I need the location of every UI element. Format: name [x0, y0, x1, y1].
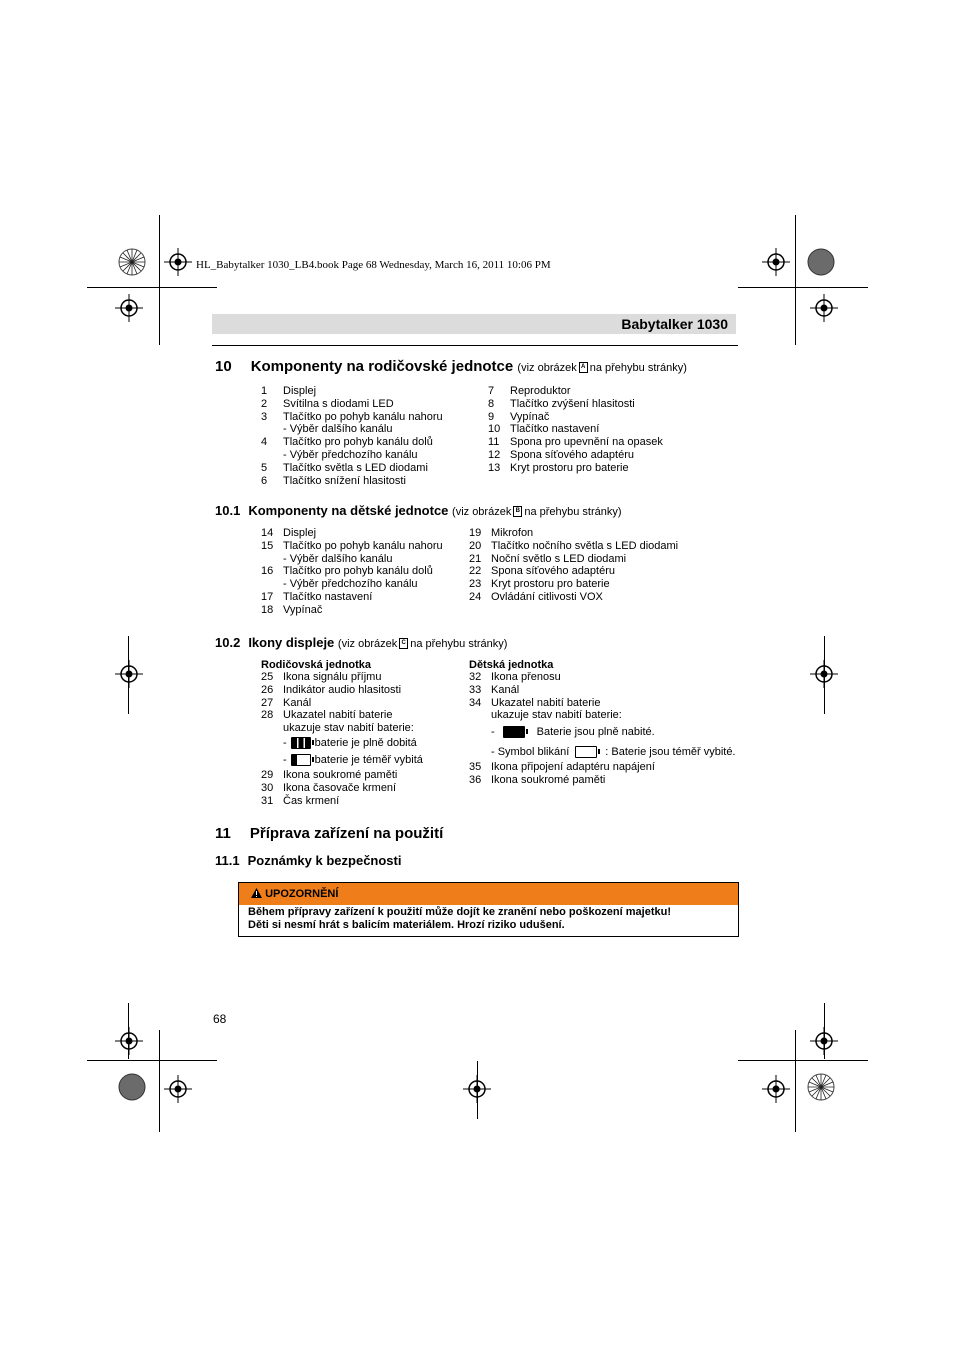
- item-number: 18: [261, 603, 274, 616]
- list-item: [488, 385, 663, 398]
- figure-note: (viz obrázek: [517, 362, 577, 374]
- item-number: 13: [488, 461, 501, 474]
- item-number: 24: [469, 590, 482, 603]
- section-11-1-heading: [215, 853, 401, 868]
- registration-mark-icon: [463, 1075, 491, 1103]
- item-label: Tlačítko snížení hlasitosti: [283, 474, 406, 487]
- item-label: Ikona signálu příjmu: [283, 671, 382, 683]
- list-item: [261, 697, 423, 710]
- parent-unit-column: [261, 659, 423, 807]
- item-number: 21: [469, 552, 482, 565]
- item-number: 2: [261, 397, 268, 410]
- header-title: Babytalker 1030: [621, 316, 728, 332]
- list-item: [469, 671, 736, 684]
- gray-target-icon: [118, 1073, 146, 1101]
- list-item: [261, 449, 443, 462]
- registration-mark-icon: [810, 294, 838, 322]
- item-number: 17: [261, 590, 274, 603]
- item-number: 25: [261, 671, 274, 683]
- parent-icons-list: [261, 671, 423, 735]
- list-item: [261, 565, 443, 578]
- section-11-heading: [215, 825, 443, 842]
- item-number: [261, 722, 283, 735]
- list-item: [488, 423, 663, 436]
- item-label: Displej: [283, 385, 317, 397]
- item-number: 27: [261, 696, 274, 709]
- item-number: 15: [261, 539, 274, 552]
- battery-low-label: baterie je téměř vybitá: [314, 754, 423, 767]
- child-components-list-left: [261, 527, 443, 617]
- item-label: Noční světlo s LED diodami: [491, 552, 627, 565]
- item-label: Spona pro upevnění na opasek: [510, 436, 663, 449]
- item-label: Kryt prostoru pro baterie: [491, 578, 610, 591]
- list-item: [261, 553, 443, 566]
- item-number: [261, 578, 283, 591]
- list-item: [469, 527, 678, 540]
- section-title: Poznámky k bezpečnosti: [247, 853, 402, 868]
- registration-mark-icon: [762, 248, 790, 276]
- item-number: [469, 709, 491, 722]
- list-item: [261, 385, 443, 398]
- item-label: Tlačítko pro pohyb kanálu dolů: [283, 565, 433, 578]
- section-number: 10.2: [215, 635, 241, 650]
- item-number: 3: [261, 410, 268, 423]
- item-label: - Výběr dalšího kanálu: [283, 552, 393, 565]
- list-item: [261, 398, 443, 411]
- registration-mark-icon: [810, 1027, 838, 1055]
- item-number: 36: [469, 773, 482, 786]
- figure-ref-box: C: [399, 638, 408, 649]
- figure-note: (viz obrázek: [337, 638, 398, 650]
- list-item: [261, 782, 423, 795]
- item-number: 11: [488, 436, 500, 449]
- list-item: [488, 462, 663, 475]
- item-label: - Výběr předchozího kanálu: [283, 578, 418, 591]
- list-item: [469, 697, 736, 710]
- item-number: [261, 449, 283, 462]
- blink-label: - Symbol blikání: [491, 745, 570, 758]
- item-label: Ikona soukromé paměti: [283, 768, 398, 781]
- item-number: 9: [488, 410, 495, 423]
- item-number: 35: [469, 761, 482, 774]
- item-number: 22: [469, 565, 482, 578]
- section-title: Komponenty na dětské jednotce: [248, 503, 449, 518]
- item-number: 10: [488, 423, 501, 436]
- item-number: [261, 423, 283, 436]
- dash: -: [491, 726, 495, 739]
- registration-mark-icon: [164, 248, 192, 276]
- list-item: [469, 553, 678, 566]
- item-label: Tlačítko pro pohyb kanálu dolů: [283, 436, 433, 449]
- section-title: Komponenty na rodičovské jednotce: [250, 358, 514, 375]
- battery-low-icon: [291, 754, 311, 766]
- item-number: 34: [469, 696, 482, 709]
- list-item: [469, 709, 736, 722]
- star-target-icon: [118, 248, 146, 276]
- item-label: Ikona přenosu: [491, 671, 561, 683]
- section-title: Příprava zařízení na použití: [249, 825, 444, 842]
- registration-mark-icon: [164, 1075, 192, 1103]
- section-number: 11.1: [215, 853, 240, 868]
- item-label: Displej: [283, 527, 317, 539]
- item-label: Tlačítko světla s LED diodami: [283, 461, 428, 474]
- list-item: [261, 423, 443, 436]
- item-number: 33: [469, 683, 482, 696]
- figure-ref-box: A: [579, 362, 588, 373]
- list-item: [261, 591, 443, 604]
- item-label: ukazuje stav nabití baterie:: [283, 722, 414, 735]
- list-item: [261, 527, 443, 540]
- item-number: 6: [261, 474, 268, 487]
- list-item: [261, 671, 423, 684]
- figure-ref-box: B: [513, 506, 522, 517]
- figure-note: (viz obrázek: [452, 506, 512, 518]
- registration-mark-icon: [115, 294, 143, 322]
- warning-box: [238, 882, 739, 937]
- child-icons-list: [469, 671, 736, 722]
- list-item: [261, 604, 443, 617]
- item-label: Kanál: [491, 683, 520, 696]
- list-item: [261, 462, 443, 475]
- registration-mark-icon: [762, 1075, 790, 1103]
- warning-line: Během přípravy zařízení k použití může dojít ke zranění nebo poškození majetku!: [248, 906, 671, 918]
- item-number: 7: [488, 385, 495, 397]
- item-label: Svítilna s diodami LED: [283, 397, 394, 410]
- item-label: Indikátor audio hlasitosti: [283, 683, 402, 696]
- item-label: Mikrofon: [491, 527, 534, 539]
- list-item: [469, 578, 678, 591]
- list-item: [488, 436, 663, 449]
- components-list-right: [488, 385, 663, 475]
- child-unit-column: [469, 659, 736, 787]
- item-number: 26: [261, 683, 274, 696]
- parent-icons-list-continued: [261, 769, 423, 807]
- item-label: Ukazatel nabití baterie: [491, 696, 601, 709]
- item-number: 31: [261, 794, 274, 807]
- section-10-2-heading: [215, 635, 507, 650]
- figure-note-end: na přehybu stránky): [589, 362, 687, 374]
- item-number: [261, 553, 283, 566]
- list-item: [469, 565, 678, 578]
- print-slug: HL_Babytalker 1030_LB4.book Page 68 Wednesday, March 16, 2011 10:06 PM: [196, 259, 551, 271]
- dash: -: [283, 737, 287, 750]
- warning-triangle-icon: [251, 888, 262, 898]
- figure-note-end: na přehybu stránky): [524, 506, 622, 518]
- item-label: Kanál: [283, 696, 312, 709]
- gray-target-icon: [807, 248, 835, 276]
- list-item: [261, 709, 423, 722]
- battery-full-icon: [503, 726, 525, 738]
- battery-empty-icon: [575, 746, 597, 758]
- list-item: [261, 722, 423, 735]
- star-target-icon: [807, 1073, 835, 1101]
- page-number: 68: [213, 1012, 227, 1026]
- item-label: Reproduktor: [510, 385, 571, 397]
- header-rule: [212, 345, 738, 346]
- item-number: 8: [488, 397, 495, 410]
- list-item: [469, 774, 736, 787]
- section-number: 10: [215, 358, 232, 375]
- list-item: [488, 449, 663, 462]
- list-item: [261, 475, 443, 488]
- list-item: [488, 411, 663, 424]
- list-item: [261, 578, 443, 591]
- section-10-1-heading: [215, 503, 622, 518]
- list-item: [261, 540, 443, 553]
- battery-full-label: baterie je plně dobitá: [314, 737, 417, 750]
- warning-text: [239, 905, 738, 932]
- warning-title: UPOZORNĚNÍ: [265, 888, 339, 900]
- registration-mark-icon: [115, 1027, 143, 1055]
- item-label: Ovládání citlivosti VOX: [491, 590, 603, 603]
- item-label: Vypínač: [283, 603, 323, 616]
- list-item: [261, 436, 443, 449]
- parent-unit-heading: Rodičovská jednotka: [261, 659, 372, 671]
- components-list-left: [261, 385, 443, 487]
- item-number: 12: [488, 448, 501, 461]
- list-item: [261, 411, 443, 424]
- item-number: 5: [261, 461, 268, 474]
- dash: -: [283, 754, 287, 767]
- item-number: 20: [469, 539, 482, 552]
- list-item: [261, 769, 423, 782]
- list-item: [261, 795, 423, 808]
- item-label: Spona síťového adaptéru: [510, 448, 634, 461]
- item-number: 16: [261, 565, 274, 578]
- item-label: Tlačítko nastavení: [283, 590, 373, 603]
- figure-note-end: na přehybu stránky): [410, 638, 508, 650]
- section-number: 10.1: [215, 503, 241, 518]
- item-number: 28: [261, 709, 274, 722]
- item-label: Kryt prostoru pro baterie: [510, 461, 629, 474]
- section-10-heading: [215, 358, 687, 375]
- item-label: Tlačítko po pohyb kanálu nahoru: [283, 410, 443, 423]
- battery-full-icon: [291, 737, 311, 749]
- item-label: Tlačítko po pohyb kanálu nahoru: [283, 539, 443, 552]
- list-item: [261, 684, 423, 697]
- child-components-list-right: [469, 527, 678, 604]
- item-label: - Výběr dalšího kanálu: [283, 423, 393, 436]
- list-item: [488, 398, 663, 411]
- child-unit-heading: Dětská jednotka: [469, 659, 554, 671]
- item-number: 4: [261, 436, 268, 449]
- item-label: Tlačítko zvýšení hlasitosti: [510, 397, 635, 410]
- item-number: 30: [261, 781, 274, 794]
- item-label: Vypínač: [510, 410, 550, 423]
- list-item: [469, 684, 736, 697]
- item-label: Spona síťového adaptéru: [491, 565, 615, 578]
- item-number: 19: [469, 527, 482, 539]
- warning-header: [239, 883, 738, 905]
- list-item: [469, 591, 678, 604]
- item-number: 1: [261, 385, 268, 397]
- item-label: Ikona časovače krmení: [283, 781, 397, 794]
- battery-full-label: Baterie jsou plně nabité.: [536, 726, 655, 739]
- child-icons-list-continued: [469, 761, 736, 787]
- item-label: Ikona soukromé paměti: [491, 773, 606, 786]
- list-item: [469, 761, 736, 774]
- item-label: - Výběr předchozího kanálu: [283, 448, 418, 461]
- registration-mark-icon: [115, 660, 143, 688]
- item-label: Ukazatel nabití baterie: [283, 709, 393, 722]
- item-number: 14: [261, 527, 274, 539]
- item-number: 23: [469, 578, 482, 591]
- item-label: Čas krmení: [283, 794, 340, 807]
- section-number: 11: [215, 825, 231, 842]
- battery-empty-label: : Baterie jsou téměř vybité.: [605, 745, 736, 758]
- item-label: Tlačítko nočního světla s LED diodami: [491, 539, 679, 552]
- list-item: [469, 540, 678, 553]
- header-bar: [212, 314, 736, 334]
- warning-line: Děti si nesmí hrát s balicím materiálem. Hrozí riziko udušení.: [248, 919, 565, 931]
- item-label: Tlačítko nastavení: [510, 423, 600, 436]
- section-title: Ikony displeje: [248, 635, 335, 650]
- item-label: Ikona připojení adaptéru napájení: [491, 761, 655, 774]
- item-number: 29: [261, 768, 274, 781]
- registration-mark-icon: [810, 660, 838, 688]
- item-number: 32: [469, 671, 482, 683]
- item-label: ukazuje stav nabití baterie:: [491, 709, 622, 722]
